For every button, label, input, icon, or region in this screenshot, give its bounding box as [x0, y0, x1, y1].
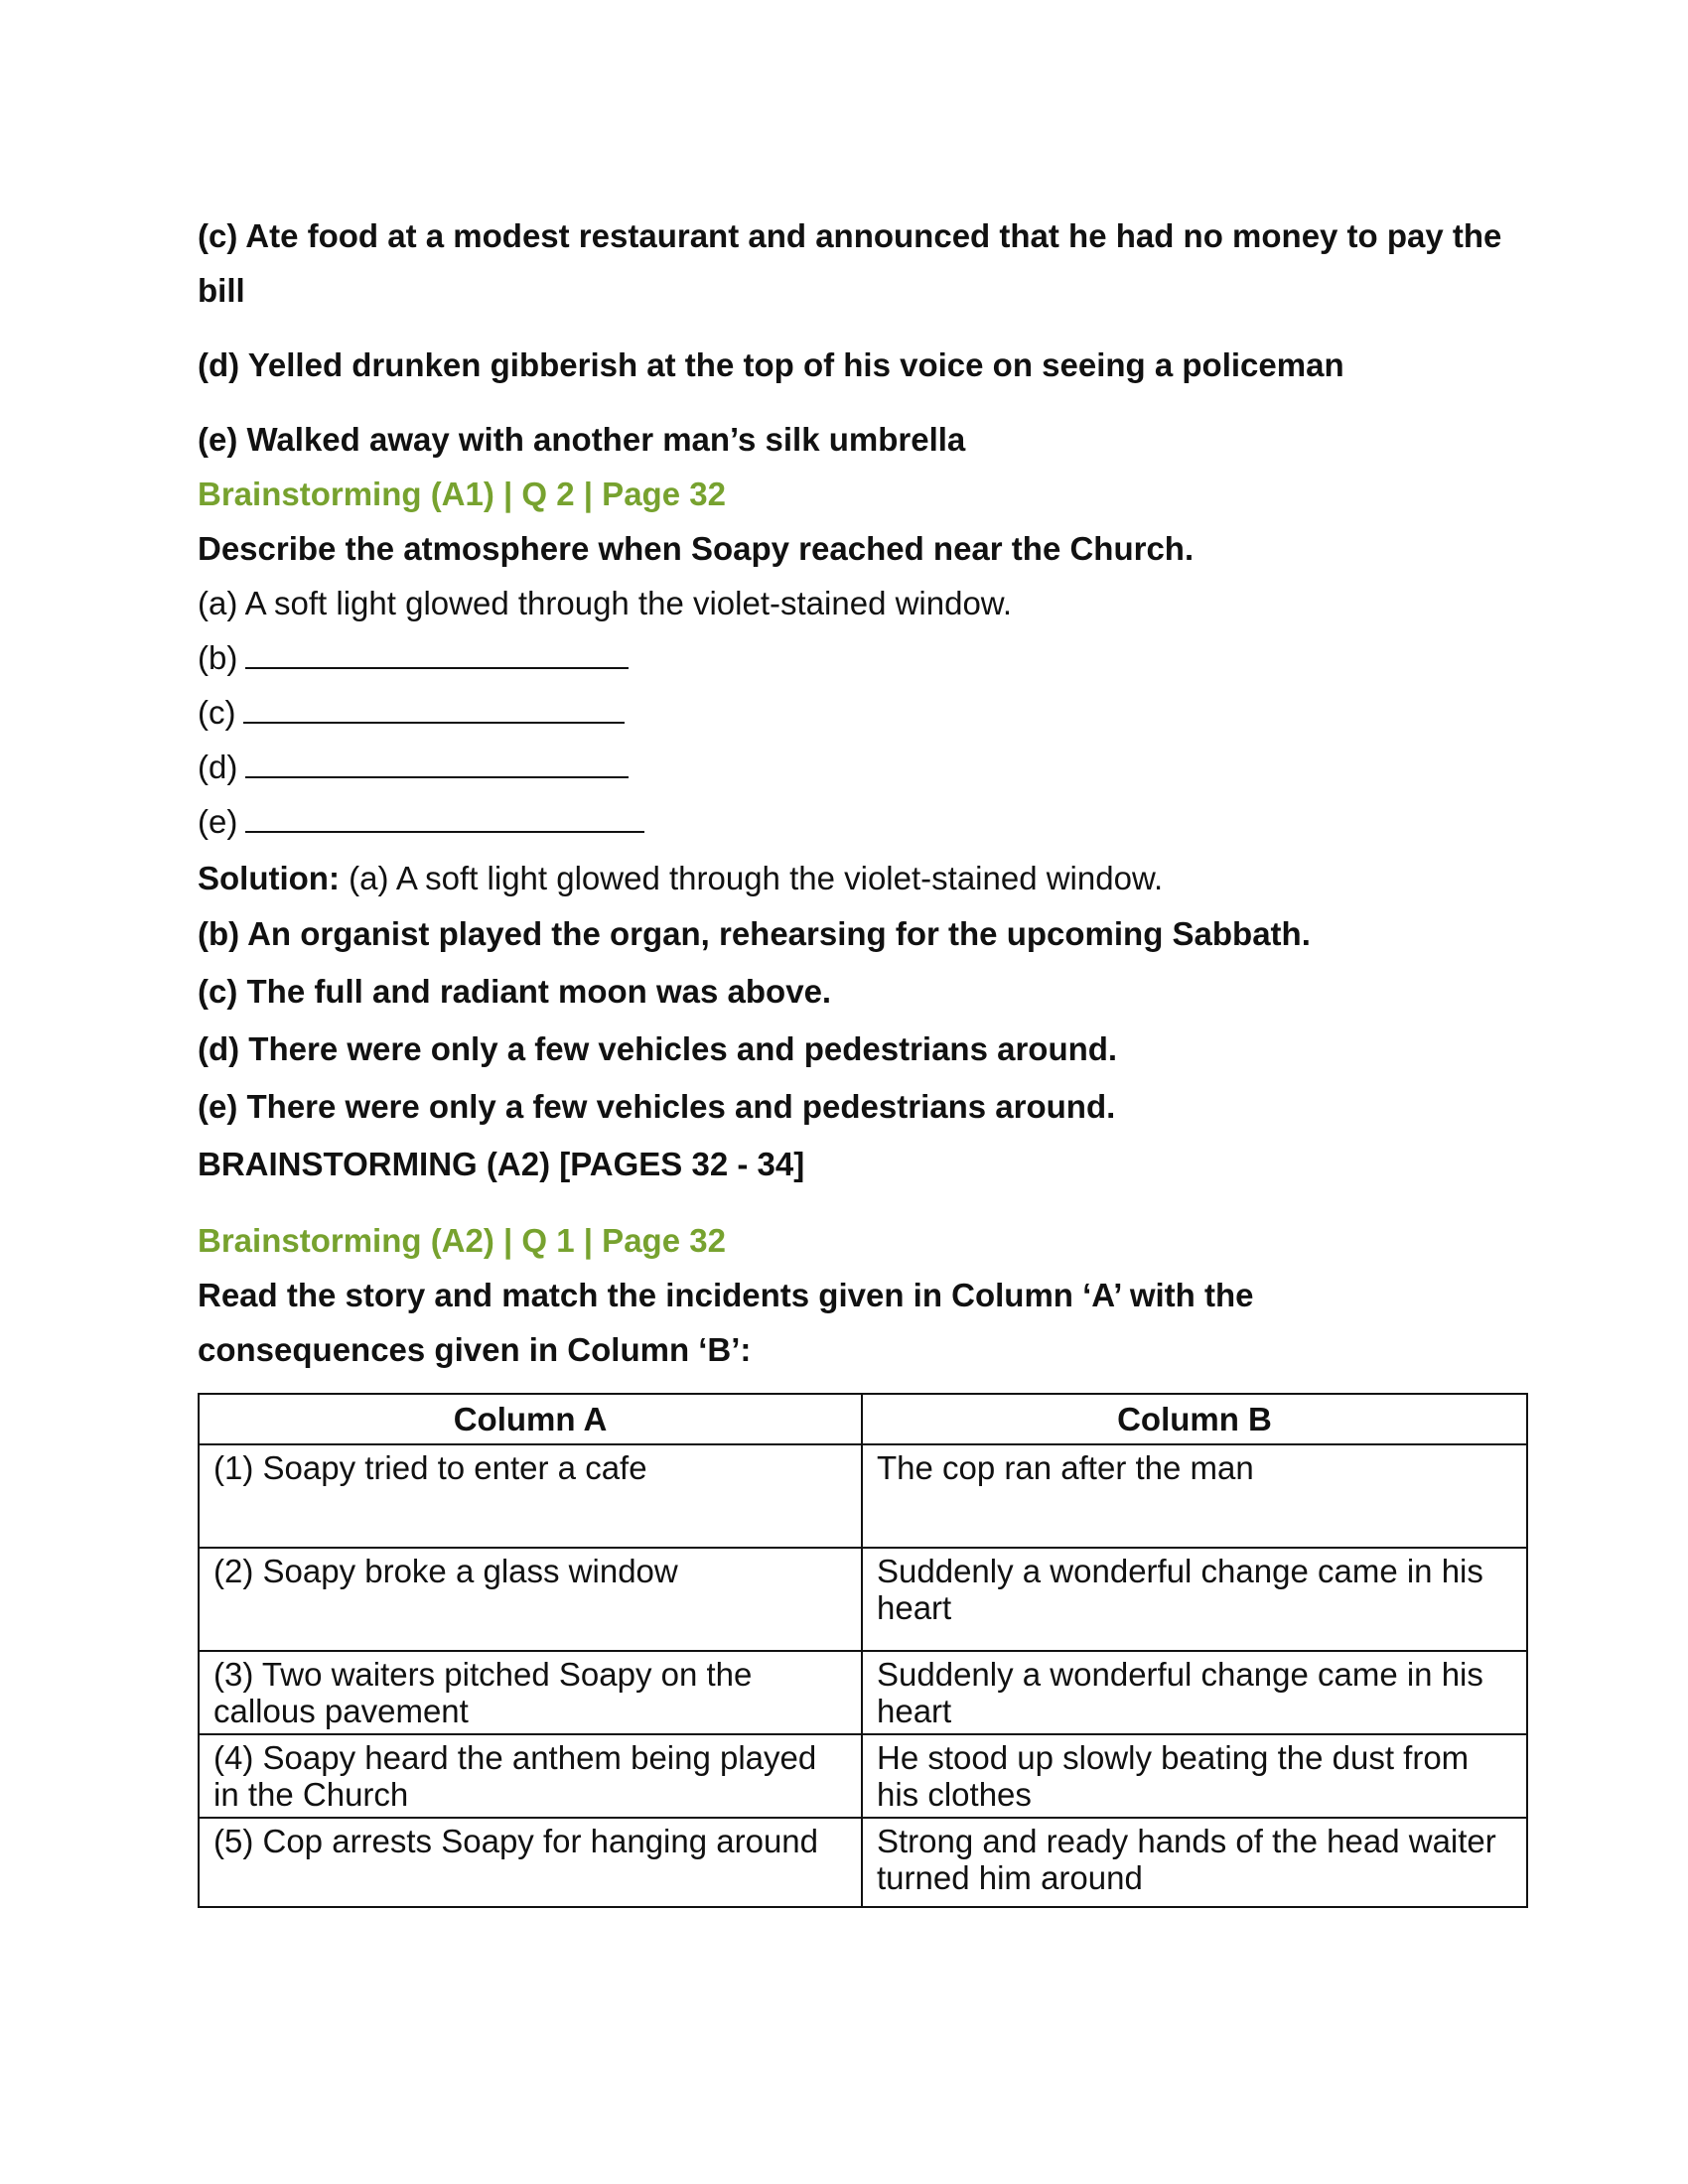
- blank-line-b: [198, 630, 1528, 685]
- answer-b: (b) An organist played the organ, rehearsing for the upcoming Sabbath.: [198, 915, 1311, 952]
- answer-d: (d) There were only a few vehicles and pedestrians around.: [198, 1030, 1118, 1067]
- table-row: [199, 1818, 1527, 1907]
- table-header-row: [199, 1394, 1527, 1444]
- document-page: [198, 208, 1528, 1908]
- blank-line-c: [198, 685, 1528, 740]
- column-a-header: Column A: [199, 1394, 862, 1444]
- section1-given-answer: (a) A soft light glowed through the violet-stained window.: [198, 585, 1012, 621]
- chapter-heading: BRAINSTORMING (A2) [PAGES 32 - 34]: [198, 1146, 805, 1182]
- answer-e: (e) There were only a few vehicles and pedestrians around.: [198, 1088, 1116, 1125]
- column-a-cell: (4) Soapy heard the anthem being played in the Church: [199, 1734, 862, 1818]
- blank-label: (e): [198, 803, 238, 840]
- solution-line: [198, 851, 1528, 905]
- fill-blank: [245, 751, 629, 778]
- column-a-cell: (1) Soapy tried to enter a cafe: [199, 1444, 862, 1548]
- section2-heading: Brainstorming (A2) | Q 1 | Page 32: [198, 1222, 726, 1259]
- intro-item-d: (d) Yelled drunken gibberish at the top of his voice on seeing a policeman: [198, 346, 1344, 383]
- table-row: [199, 1548, 1527, 1651]
- section2-question: Read the story and match the incidents given in Column ‘A’ with the consequences given in Column ‘B’:: [198, 1277, 1254, 1368]
- column-b-cell: The cop ran after the man: [862, 1444, 1527, 1548]
- solution-label: Solution:: [198, 860, 340, 896]
- column-a-cell: (5) Cop arrests Soapy for hanging around: [199, 1818, 862, 1907]
- match-table: [198, 1393, 1528, 1908]
- blank-label: (d): [198, 749, 238, 785]
- blank-label: (b): [198, 639, 238, 676]
- column-b-cell: He stood up slowly beating the dust from his clothes: [862, 1734, 1527, 1818]
- fill-blank: [245, 641, 629, 669]
- fill-blank: [245, 805, 644, 833]
- blank-label: (c): [198, 694, 236, 731]
- intro-item-e: (e) Walked away with another man’s silk umbrella: [198, 421, 966, 458]
- answer-c: (c) The full and radiant moon was above.: [198, 973, 832, 1010]
- section1-question: Describe the atmosphere when Soapy reached near the Church.: [198, 530, 1195, 567]
- table-row: [199, 1444, 1527, 1548]
- blank-line-d: [198, 740, 1528, 794]
- table-row: [199, 1651, 1527, 1734]
- column-b-header: Column B: [862, 1394, 1527, 1444]
- table-row: [199, 1734, 1527, 1818]
- fill-blank: [243, 696, 625, 724]
- section1-heading: Brainstorming (A1) | Q 2 | Page 32: [198, 476, 726, 512]
- blank-line-e: [198, 794, 1528, 849]
- solution-first-answer: (a) A soft light glowed through the violet-stained window.: [349, 860, 1164, 896]
- column-b-cell: Suddenly a wonderful change came in his heart: [862, 1548, 1527, 1651]
- column-a-cell: (3) Two waiters pitched Soapy on the callous pavement: [199, 1651, 862, 1734]
- column-b-cell: Strong and ready hands of the head waiter turned him around: [862, 1818, 1527, 1907]
- intro-item-c: (c) Ate food at a modest restaurant and announced that he had no money to pay the bill: [198, 217, 1502, 309]
- column-b-cell: Suddenly a wonderful change came in his heart: [862, 1651, 1527, 1734]
- column-a-cell: (2) Soapy broke a glass window: [199, 1548, 862, 1651]
